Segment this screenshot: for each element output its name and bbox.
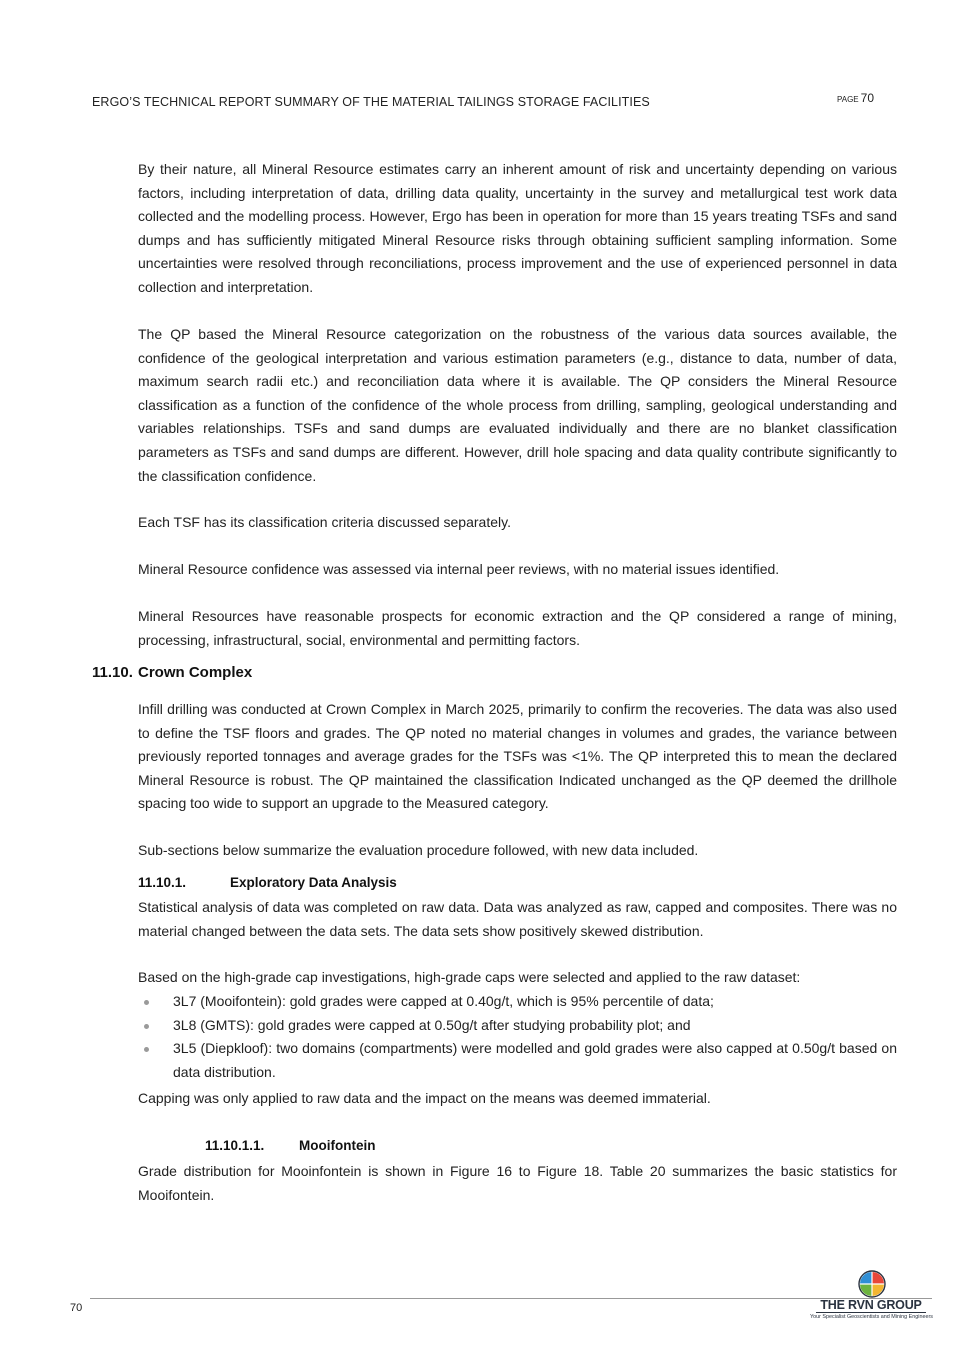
intro-paragraph-1 [138, 158, 897, 300]
list-item [138, 1014, 897, 1038]
subsection-paragraph-2 [138, 966, 897, 990]
paragraph-text: Infill drilling was conducted at Crown Complex in March 2025, primarily to confirm the recoveries. The data was also used to define the TSF floors and grades. The QP noted no material changes in volumes and grades, the variance between previously reported tonnages and average grades for the TSFs was <1%. The QP interpreted this to mean the declared Mineral Resource is robust. The QP maintained the classification Indicated unchanged as the QP deemed the drillhole spacing too wide to support an upgrade to the Measured category. [138, 701, 897, 812]
rvn-group-logo [810, 1268, 932, 1326]
subsection-closing [138, 1087, 897, 1111]
list-item-text: 3L7 (Mooifontein): gold grades were capped at 0.40g/t, which is 95% percentile of data; [173, 993, 714, 1009]
intro-paragraph-3 [138, 511, 897, 535]
paragraph-text: Based on the high-grade cap investigations, high-grade caps were selected and applied to the raw dataset: [138, 969, 801, 985]
paragraph-text: Mineral Resources have reasonable prospects for economic extraction and the QP considered a range of mining, processing, infrastructural, social, environmental and permitting factors. [138, 608, 897, 648]
list-item [138, 990, 897, 1014]
subsubsection-heading [205, 1138, 375, 1153]
paragraph-text: Mineral Resource confidence was assessed via internal peer reviews, with no material issues identified. [138, 561, 780, 577]
section-paragraph-2 [138, 839, 897, 863]
list-item [138, 1037, 897, 1084]
section-number: 11.10. [92, 664, 133, 681]
list-item-text: 3L8 (GMTS): gold grades were capped at 0.50g/t after studying probability plot; and [173, 1016, 691, 1033]
logo-underline [816, 1312, 926, 1313]
subsubsection-paragraph [138, 1160, 897, 1207]
intro-paragraph-5 [138, 605, 897, 652]
header-page-number: 70 [860, 91, 874, 105]
subsubsection-number: 11.10.1.1. [205, 1138, 265, 1153]
paragraph-text: Grade distribution for Mooinfontein is shown in Figure 16 to Figure 18. Table 20 summarizes the basic statistics for Mooifontein. [138, 1163, 897, 1203]
page-prefix: PAGE [837, 95, 859, 104]
logo-name: THE RVN GROUP [820, 1298, 922, 1312]
subsection-heading [138, 875, 397, 890]
subsection-paragraph-1 [138, 896, 897, 943]
subsection-number: 11.10.1. [138, 875, 187, 890]
intro-paragraph-2 [138, 323, 897, 488]
bullet-icon [144, 1000, 149, 1005]
cap-bullet-list [138, 990, 897, 1084]
subsubsection-title: Mooifontein [299, 1138, 376, 1153]
footer-divider [90, 1298, 932, 1299]
bullet-icon [144, 1047, 149, 1052]
paragraph-text: Capping was only applied to raw data and the impact on the means was deemed immaterial. [138, 1090, 711, 1106]
logo-pie-icon [858, 1270, 886, 1298]
logo-tagline: Your Specialist Geoscientists and Mining Engineers [810, 1314, 933, 1320]
subsection-title: Exploratory Data Analysis [230, 875, 397, 890]
list-item-text: 3L5 (Diepkloof): two domains (compartments) were modelled and gold grades were also capped at 0.50g/t based on data distribution. [173, 1040, 897, 1080]
bullet-icon [144, 1024, 149, 1029]
report-header-title: ERGO’S TECHNICAL REPORT SUMMARY OF THE MATERIAL TAILINGS STORAGE FACILITIES [92, 95, 650, 109]
paragraph-text: Statistical analysis of data was completed on raw data. Data was analyzed as raw, capped and composites. There was no material changed between the data sets. The data sets show positively skewed distribution. [138, 899, 897, 939]
header-page-label [837, 91, 874, 105]
paragraph-text: Each TSF has its classification criteria discussed separately. [138, 514, 511, 530]
paragraph-text: The QP based the Mineral Resource categorization on the robustness of the various data sources available, the confidence of the geological interpretation and various estimation parameters (e.g., distance to data, number of data, maximum search radii etc.) and reconciliation data where it is available. The QP considers the Mineral Resource classification as a function of the confidence of the whole process from drilling, sampling, geological understanding and variables relationships. TSFs and sand dumps are evaluated individually and there are no blanket classification parameters as TSFs and sand dumps are different. However, drill hole spacing and data quality contribute significantly to the classification confidence. [138, 326, 897, 484]
paragraph-text: Sub-sections below summarize the evaluation procedure followed, with new data included. [138, 842, 699, 858]
paragraph-text: By their nature, all Mineral Resource estimates carry an inherent amount of risk and uncertainty depending on various factors, including interpretation of data, drilling data quality, uncertainty in the survey and metallurgical test work data collected and the modelling process. However, Ergo has been in operation for more than 15 years treating TSFs and sand dumps and has sufficiently mitigated Mineral Resource risks through obtaining sufficient sampling information. Some uncertainties were resolved through reconciliations, process improvement and the use of experienced personnel in data collection and interpretation. [138, 161, 897, 295]
section-title: Crown Complex [138, 664, 253, 681]
section-paragraph-1 [138, 698, 897, 816]
section-heading [92, 664, 252, 681]
footer-page-number: 70 [70, 1302, 83, 1314]
intro-paragraph-4 [138, 558, 897, 582]
